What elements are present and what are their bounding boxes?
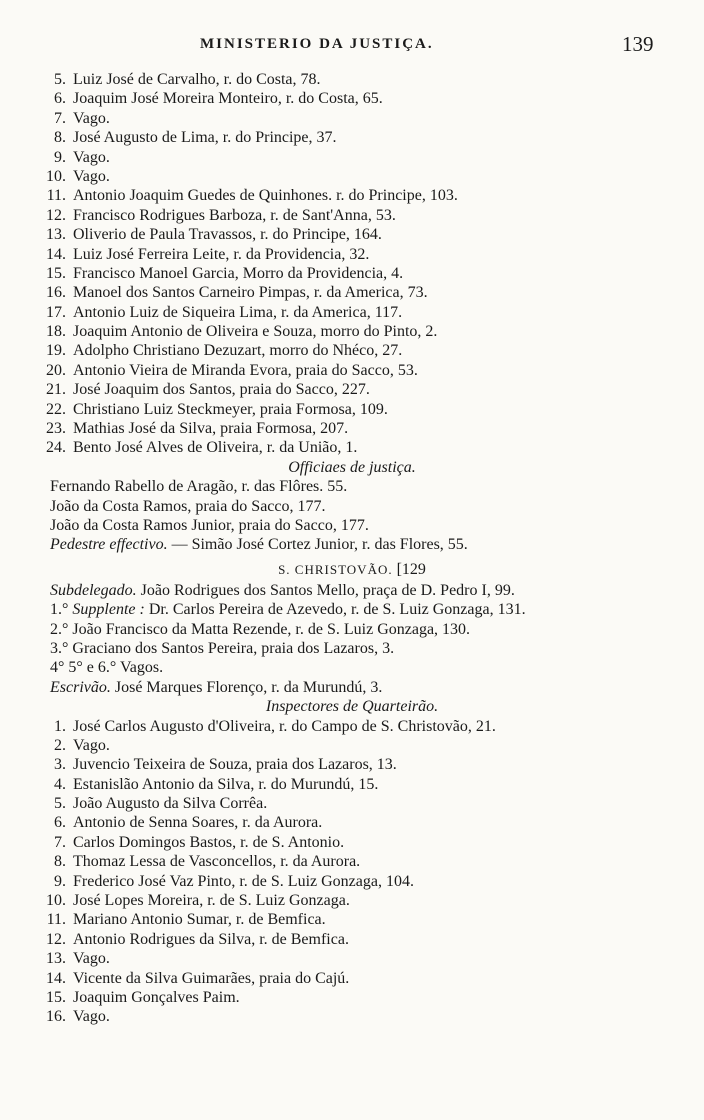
item-text: José Augusto de Lima, r. do Principe, 37. [73,129,337,147]
item-text: Vago. [73,167,110,185]
item-text: Adolpho Christiano Dezuzart, morro do Nhéco, 27. [73,342,403,360]
list-item [0,245,704,264]
supplente-2-line: 2.° João Francisco da Matta Rezende, r. de S. Luiz Gonzaga, 130. [50,620,471,638]
official-line-1: Fernando Rabello de Aragão, r. das Flôres. 55. [50,478,348,496]
item-number: 6. [54,814,66,832]
item-number: 10. [46,892,66,910]
item-text: Luiz José Ferreira Leite, r. da Providencia, 32. [73,245,370,263]
item-text: Mariano Antonio Sumar, r. de Bemfica. [73,911,326,929]
list-item [0,813,704,832]
section-heading [0,555,704,581]
page-number: 139 [622,32,654,56]
item-number: 9. [54,148,66,166]
item-number: 16. [46,284,66,302]
list-item [0,322,704,341]
list-item [0,910,704,929]
item-text: Juvencio Teixeira de Souza, praia dos Lazaros, 13. [73,756,397,774]
supplente-1-text: Dr. Carlos Pereira de Azevedo, r. de S. Luiz Gonzaga, 131. [148,601,526,619]
list-item [0,400,704,419]
inspectors-list [0,717,704,1027]
item-number: 12. [46,930,66,948]
list-item [0,167,704,186]
item-number: 3. [54,756,66,774]
item-text: Joaquim José Moreira Monteiro, r. do Costa, 65. [73,90,383,108]
officials-heading: Officiaes de justiça. [288,458,416,476]
item-text: Francisco Manoel Garcia, Morro da Providencia, 4. [73,264,404,282]
item-text: Vago. [73,109,110,127]
list-item [0,930,704,949]
item-text: Antonio Joaquim Guedes de Quinhones. r. do Principe, 103. [73,187,458,205]
list-item [0,128,704,147]
pedestre-text: — Simão José Cortez Junior, r. das Flores, 55. [171,536,468,554]
item-number: 11. [46,187,66,205]
item-text: Antonio Vieira de Miranda Evora, praia do Sacco, 53. [73,361,418,379]
item-number: 15. [46,988,66,1006]
list-item [0,109,704,128]
item-text: Antonio Rodrigues da Silva, r. de Bemfica. [73,930,349,948]
item-text: Antonio de Senna Soares, r. da Aurora. [73,814,323,832]
item-text: Joaquim Antonio de Oliveira e Souza, morro do Pinto, 2. [73,323,438,341]
supplente-3-line: 3.° Graciano dos Santos Pereira, praia dos Lazaros, 3. [50,639,395,657]
pedestre-label: Pedestre effectivo. [50,536,168,554]
item-text: Manoel dos Santos Carneiro Pimpas, r. da America, 73. [73,284,428,302]
subdelegado-text: João Rodrigues dos Santos Mello, praça de D. Pedro I, 99. [140,581,515,599]
item-number: 19. [46,342,66,360]
item-number: 14. [46,969,66,987]
pedestre-line [0,535,704,554]
list-item [0,283,704,302]
section-ref: [129 [396,560,426,578]
item-number: 17. [46,303,66,321]
subdelegado-label: Subdelegado. [50,581,137,599]
escrivao-text: José Marques Florenço, r. da Murundú, 3. [114,678,383,696]
list-section-1 [0,70,704,458]
item-number: 6. [54,90,66,108]
list-item [0,794,704,813]
list-item [0,70,704,89]
item-number: 5. [54,795,66,813]
list-item [0,717,704,736]
item-text: Thomaz Lessa de Vasconcellos, r. da Aurora. [73,853,361,871]
supplente-1-label: Supplente : [72,601,145,619]
official-line-3: João da Costa Ramos Junior, praia do Sacco, 177. [50,516,369,534]
escrivao-line [0,678,704,697]
item-text: José Joaquim dos Santos, praia do Sacco, 227. [73,381,370,399]
item-text: Vicente da Silva Guimarães, praia do Cajú. [73,969,350,987]
list-item [0,206,704,225]
item-number: 1. [54,717,66,735]
item-text: Oliverio de Paula Travassos, r. do Principe, 164. [73,226,382,244]
item-number: 2. [54,736,66,754]
list-item [0,361,704,380]
page-title: MINISTERIO DA JUSTIÇA. [200,36,434,52]
supplente-1-line [0,600,704,619]
item-number: 15. [46,264,66,282]
item-number: 21. [46,381,66,399]
list-item [0,148,704,167]
inspectors-heading: Inspectores de Quarteirão. [265,698,439,716]
item-number: 4. [54,775,66,793]
item-number: 7. [54,833,66,851]
official-line-2: João da Costa Ramos, praia do Sacco, 177. [50,497,326,515]
item-number: 16. [46,1008,66,1026]
supplente-vagos-line: 4° 5° e 6.° Vagos. [50,659,164,677]
item-text: Joaquim Gonçalves Paim. [73,988,240,1006]
list-item [0,872,704,891]
item-text: Frederico José Vaz Pinto, r. de S. Luiz Gonzaga, 104. [73,872,414,890]
item-text: Vago. [73,1008,110,1026]
item-number: 13. [46,226,66,244]
item-number: 5. [54,71,66,88]
item-text: Christiano Luiz Steckmeyer, praia Formosa, 109. [73,400,388,418]
supplente-1-num: 1.° [50,601,69,619]
subdelegado-line [0,581,704,600]
list-item [0,833,704,852]
item-text: João Augusto da Silva Corrêa. [73,795,268,813]
item-text: Carlos Domingos Bastos, r. de S. Antonio. [73,833,345,851]
list-item [0,755,704,774]
item-number: 14. [46,245,66,263]
item-number: 13. [46,950,66,968]
item-number: 23. [46,420,66,438]
escrivao-label: Escrivão. [50,678,111,696]
item-number: 22. [46,400,66,418]
list-item [0,736,704,755]
item-text: Antonio Luiz de Siqueira Lima, r. da America, 117. [73,303,403,321]
list-item [0,891,704,910]
list-item [0,89,704,108]
item-text: Francisco Rodrigues Barboza, r. de Sant'Anna, 53. [73,206,396,224]
item-number: 18. [46,323,66,341]
item-number: 7. [54,109,66,127]
section-title: S. CHRISTOVÃO. [278,561,393,577]
item-text: José Lopes Moreira, r. de S. Luiz Gonzaga. [73,892,350,910]
list-item [0,419,704,438]
item-text: Estanislão Antonio da Silva, r. do Murundú, 15. [73,775,379,793]
item-number: 11. [46,911,66,929]
item-text: Mathias José da Silva, praia Formosa, 207. [73,420,349,438]
page-body [0,70,704,1027]
page-header [0,32,704,64]
list-item [0,438,704,457]
item-text: Vago. [73,148,110,166]
list-item [0,969,704,988]
item-number: 9. [54,872,66,890]
list-item [0,264,704,283]
item-number: 8. [54,129,66,147]
item-number: 8. [54,853,66,871]
item-text: Vago. [73,736,110,754]
list-item [0,852,704,871]
list-item [0,380,704,399]
list-item [0,988,704,1007]
list-item [0,341,704,360]
list-item [0,949,704,968]
list-item [0,303,704,322]
list-item [0,775,704,794]
item-number: 10. [46,167,66,185]
item-number: 20. [46,361,66,379]
list-item [0,1007,704,1026]
item-text: Luiz José de Carvalho, r. do Costa, 78. [73,71,321,88]
item-number: 12. [46,206,66,224]
list-item [0,225,704,244]
item-text: Vago. [73,950,110,968]
list-item [0,186,704,205]
item-text: José Carlos Augusto d'Oliveira, r. do Campo de S. Christovão, 21. [73,717,496,735]
item-text: Bento José Alves de Oliveira, r. da União, 1. [73,439,358,457]
item-number: 24. [46,439,66,457]
